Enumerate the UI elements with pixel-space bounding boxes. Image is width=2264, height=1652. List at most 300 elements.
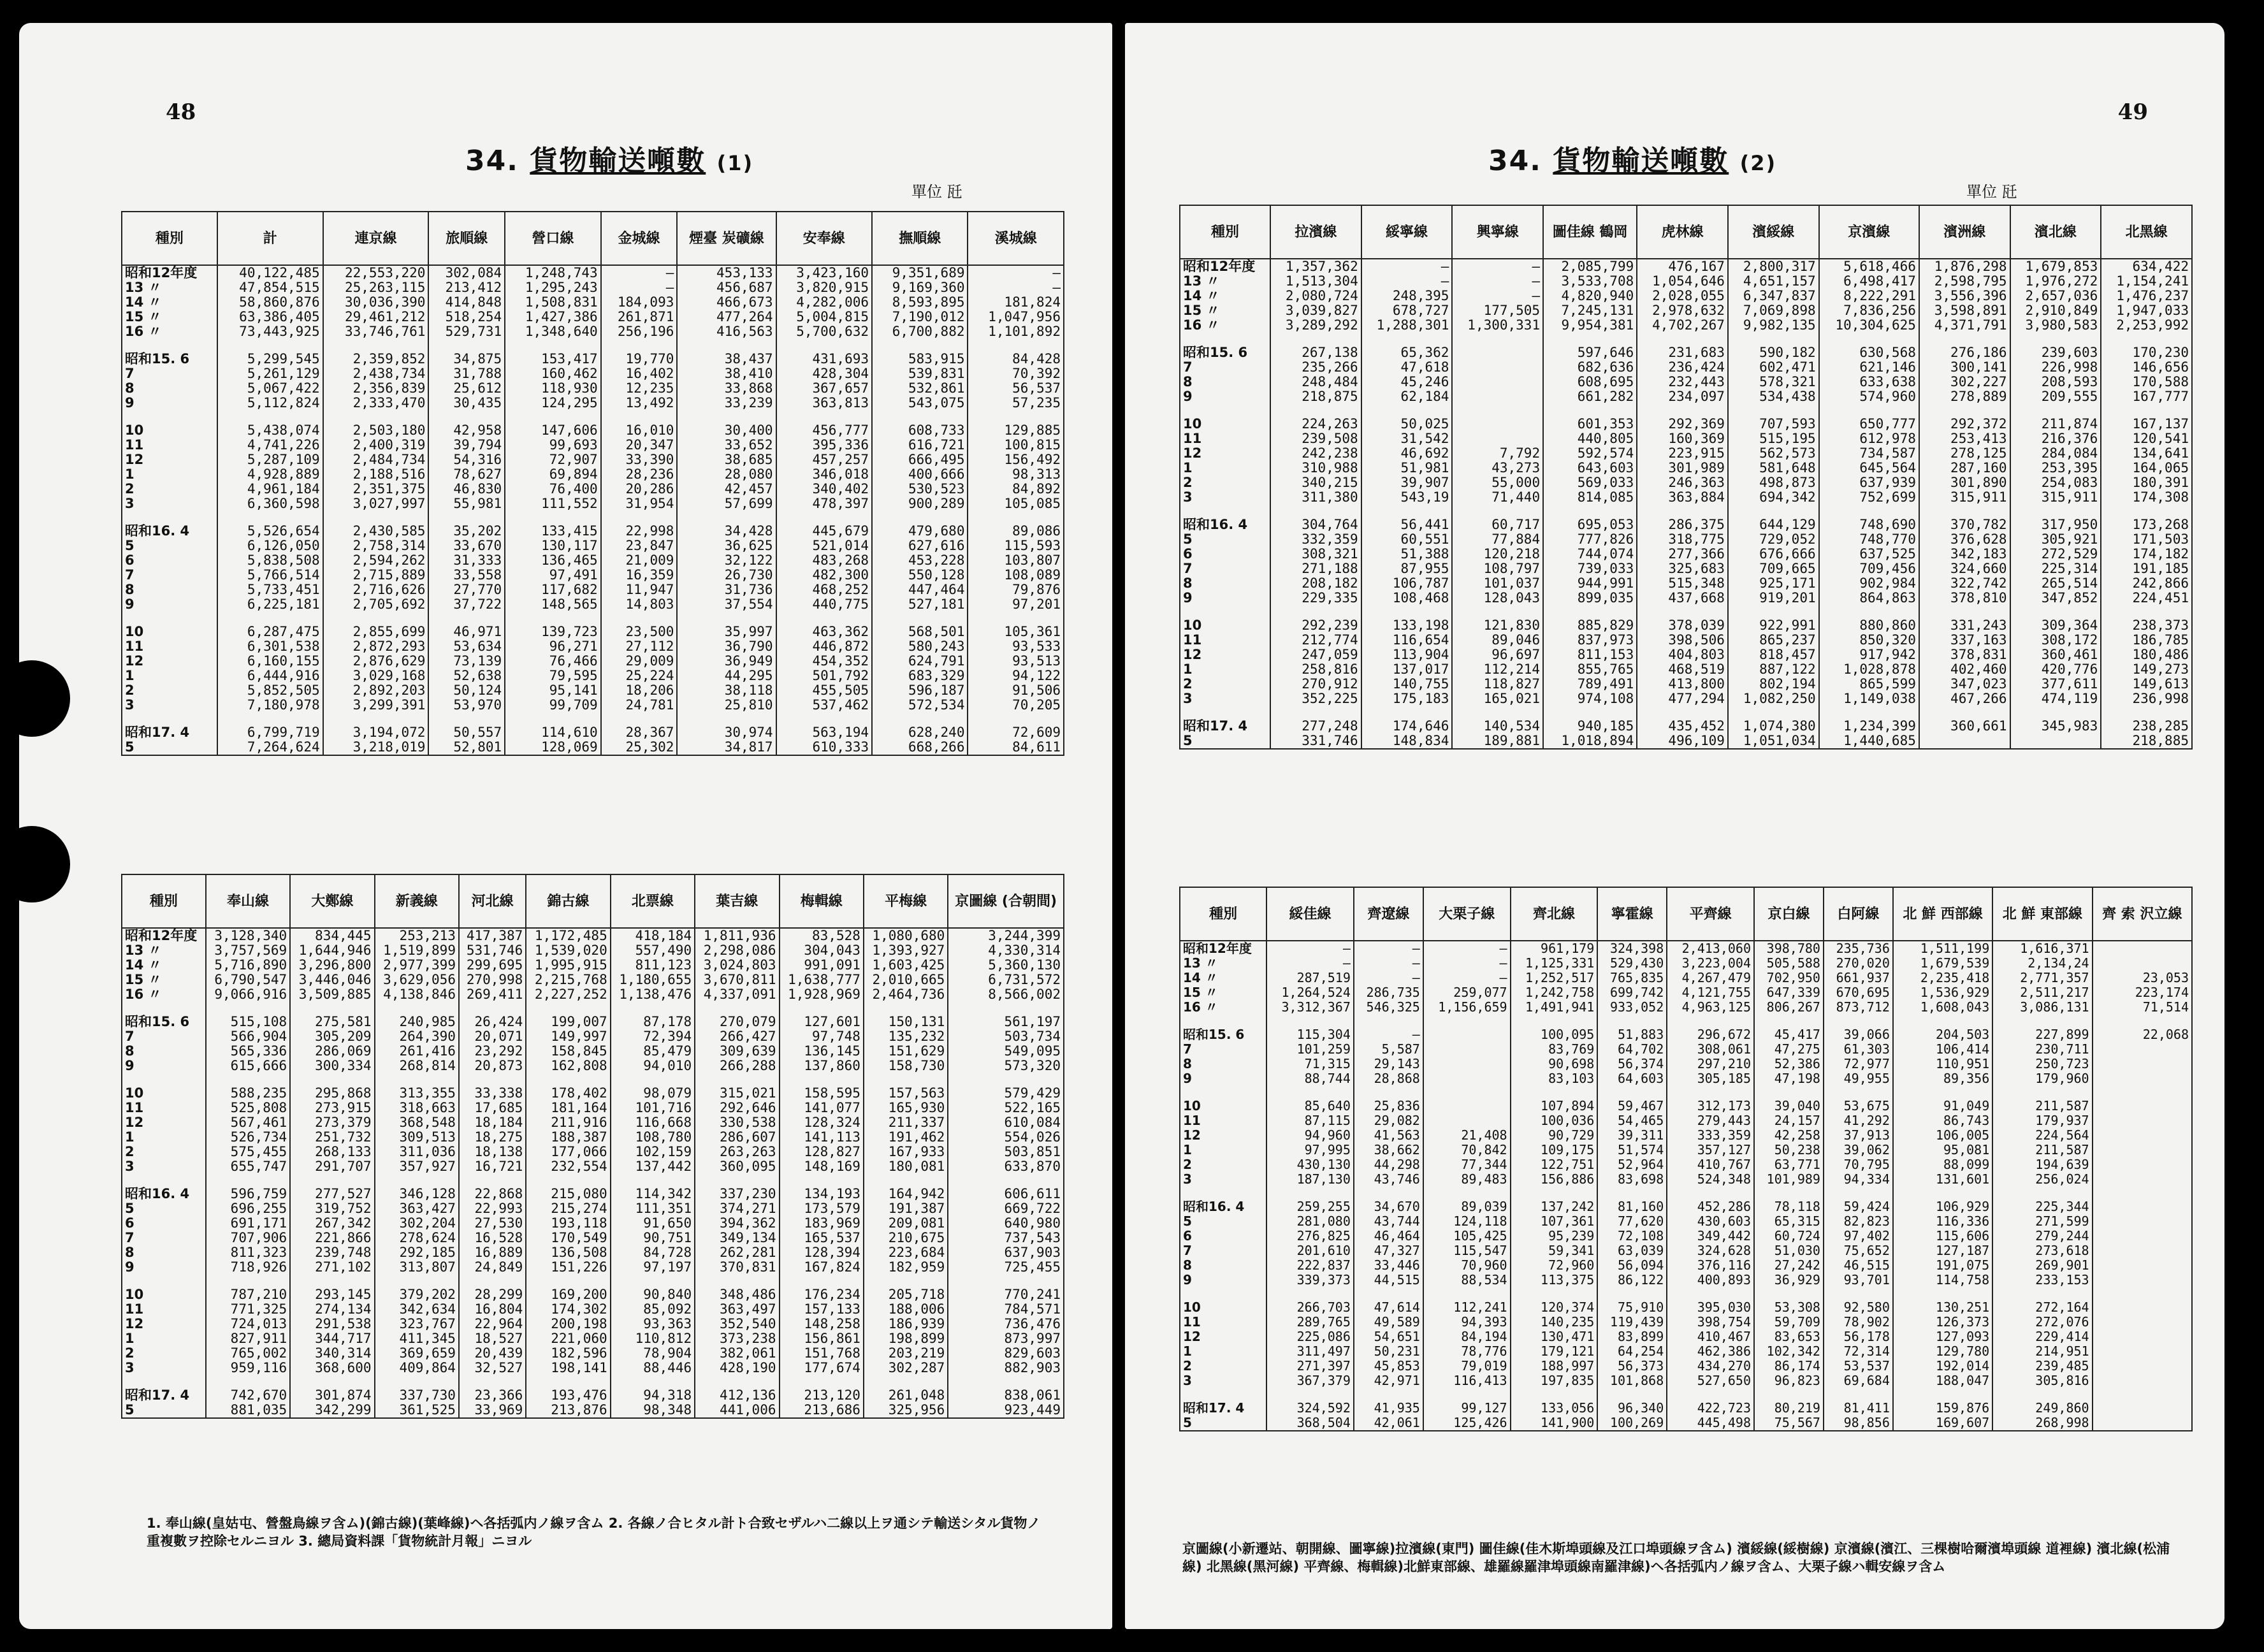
table-row [122,310,1064,324]
table-cell: 34,817 [677,740,776,755]
table-cell: 79,876 [968,583,1064,597]
table-row [122,1015,1064,1029]
table-cell: 242,866 [2101,576,2192,591]
table-cell: 3,289,292 [1270,318,1361,333]
table-cell: 93,513 [968,654,1064,669]
table-cell: 873,712 [1824,1000,1893,1015]
table-cell: 2,657,036 [2010,289,2101,303]
table-cell: 318,775 [1637,532,1728,547]
table-cell: 317,950 [2010,518,2101,532]
table-cell: 148,565 [505,597,600,612]
row-label: 2 [122,482,217,496]
table-cell: 78,904 [611,1346,695,1361]
table-cell: 129,885 [968,423,1064,438]
table-cell: 286,069 [290,1044,374,1059]
table-cell: 3,423,160 [776,265,872,280]
row-label: 15 〃 [122,310,217,324]
table-cell: 169,607 [1893,1416,1992,1431]
table-cell: 253,213 [375,928,459,943]
table-cell [1452,345,1543,360]
table-cell: 204,503 [1893,1027,1992,1042]
table-cell: 108,780 [611,1130,695,1145]
table-cell: 305,185 [1667,1071,1754,1086]
table-cell: 382,061 [695,1346,779,1361]
table-cell: 72,394 [611,1029,695,1044]
table-cell: 46,464 [1354,1229,1423,1243]
table-cell: 463,362 [776,625,872,639]
table-cell: 678,727 [1361,303,1453,318]
table-cell: 41,935 [1354,1401,1423,1416]
table-row [1180,1330,2192,1344]
table-cell: 300,141 [1919,360,2010,375]
table-cell: — [1354,956,1423,971]
table-cell: 670,695 [1824,985,1893,1000]
table-cell: 2,910,849 [2010,303,2101,318]
table-row [122,1302,1064,1317]
table-cell: 180,486 [2101,648,2192,662]
table-cell: 28,080 [677,467,776,482]
table-row [122,568,1064,583]
table-cell: 2,978,632 [1637,303,1728,318]
table-cell: 173,268 [2101,518,2192,532]
table-cell: 11,947 [601,583,678,597]
table-cell: 304,764 [1270,518,1361,532]
table-cell: 59,467 [1597,1099,1667,1113]
table-cell: 305,209 [290,1029,374,1044]
column-header: 新義線 [375,874,459,928]
table-cell: 1,234,399 [1819,719,1919,734]
table-cell: 474,119 [2010,692,2101,706]
table-cell: 709,456 [1819,562,1919,576]
table-cell: 170,588 [2101,375,2192,389]
table-cell: 125,426 [1423,1416,1511,1431]
row-label: 7 [1180,360,1270,375]
table-row [1180,1214,2192,1229]
table-row [1180,547,2192,562]
table-cell: 50,238 [1754,1143,1824,1157]
table-cell: 277,248 [1270,719,1361,734]
table-cell: 430,130 [1266,1157,1354,1172]
table-cell [2093,1315,2192,1330]
table-cell [2093,956,2192,971]
table-cell [2093,1099,2192,1113]
row-label: 11 [122,1101,206,1115]
table-cell: 188,997 [1511,1359,1598,1373]
table-cell: 76,466 [505,654,600,669]
footnote: 京圖線(小新遷站、朝開線、圖寧線)拉濱線(東門) 圖佳線(佳木斯埠頭線及江口埠頭線ヲ含ム) 濱綏線(綏樹線) 京濱線(濱江、三棵樹哈爾濱埠頭線 道裡線) 濱北線(松浦線) 北黑線(黑河線) 平齊線、梅輯線)北鮮東部線、雄羅線羅津埠頭線南羅津線)ヘ各括弧内ノ線ヲ含ム、大栗子線ハ輯安線ヲ含ム [1182,1541,2170,1574]
table-cell: 2,400,319 [323,438,429,453]
table-cell: 12,235 [601,381,678,396]
table-cell: 25,224 [601,669,678,683]
table-cell: 273,915 [290,1101,374,1115]
table-cell: 4,371,791 [1919,318,2010,333]
table-cell: 332,359 [1270,532,1361,547]
table-cell: 378,831 [1919,648,2010,662]
table-cell: 5,261,129 [217,366,323,381]
table-cell [2093,1128,2192,1143]
table-row [1180,1273,2192,1287]
table-cell: 16,402 [601,366,678,381]
table-cell: 534,438 [1728,389,1819,404]
table-cell: 2,235,418 [1893,971,1992,985]
table-cell: 1,638,777 [780,973,864,987]
row-label: 昭和12年度 [1180,941,1266,956]
table-cell: 25,612 [428,381,505,396]
table-row [1180,274,2192,289]
table-cell: 940,185 [1543,719,1637,734]
table-cell: 27,770 [428,583,505,597]
table-cell: 2,215,768 [526,973,610,987]
table-cell: 503,851 [948,1145,1064,1159]
table-cell: — [1452,274,1543,289]
table-cell: 748,690 [1819,518,1919,532]
table-cell: 5,587 [1354,1042,1423,1057]
table-cell: 223,915 [1637,446,1728,461]
table-cell: 177,674 [780,1361,864,1375]
column-header: 北黑線 [2101,205,2192,259]
table-cell: 752,699 [1819,490,1919,505]
table-cell: 2,594,262 [323,553,429,568]
table-cell: 633,638 [1819,375,1919,389]
table-cell: 610,084 [948,1115,1064,1130]
table-cell: 208,182 [1270,576,1361,591]
table-cell: 182,596 [526,1346,610,1361]
table-cell: 188,047 [1893,1373,1992,1388]
table-cell: 503,734 [948,1029,1064,1044]
table-cell: 4,963,125 [1667,1000,1754,1015]
table-cell [2093,1401,2192,1416]
table-cell: 1,608,043 [1893,1000,1992,1015]
table-cell: 211,587 [1992,1143,2092,1157]
table-cell: 75,567 [1754,1416,1824,1431]
table-cell: 363,813 [776,396,872,410]
table-cell: 83,769 [1511,1042,1598,1057]
table-cell: 209,081 [864,1216,948,1231]
table-cell: 9,954,381 [1543,318,1637,333]
table-cell: 411,345 [375,1331,459,1346]
table-cell: 496,109 [1637,734,1728,749]
table-cell: 224,263 [1270,417,1361,431]
table-cell: 279,244 [1992,1229,2092,1243]
table-cell: 532,861 [872,381,968,396]
table-cell: 114,758 [1893,1273,1992,1287]
table-cell: 105,085 [968,496,1064,511]
table-cell: 590,182 [1728,345,1819,360]
binding-hole [19,826,70,902]
table-cell: 135,232 [864,1029,948,1044]
column-header: 旅順線 [428,212,505,265]
table-cell: 1,393,927 [864,943,948,958]
table-cell: 524,348 [1667,1172,1754,1187]
table-cell: 22,964 [459,1317,526,1331]
table-cell: 273,379 [290,1115,374,1130]
table-cell: 725,455 [948,1260,1064,1275]
table-cell: 286,375 [1637,518,1728,532]
table-cell: 180,391 [2101,475,2192,490]
table-cell: 302,084 [428,265,505,280]
table-cell: 91,650 [611,1216,695,1231]
table-cell: 543,075 [872,396,968,410]
table-row [122,1059,1064,1073]
table-row [1180,1416,2192,1431]
table-cell: 272,076 [1992,1315,2092,1330]
table-cell: 337,163 [1919,633,2010,648]
table-cell: 78,776 [1423,1344,1511,1359]
row-label: 8 [122,583,217,597]
table-cell: 184,093 [601,295,678,310]
table-cell: 1,679,539 [1893,956,1992,971]
table-cell: — [1423,971,1511,985]
row-label: 1 [122,669,217,683]
row-label: 1 [122,1130,206,1145]
table-cell: 213,686 [780,1403,864,1418]
table-row [1180,303,2192,318]
row-label: 9 [1180,1071,1266,1086]
table-cell: 445,498 [1667,1416,1754,1431]
table-row [1180,648,2192,662]
table-cell: 342,634 [375,1302,459,1317]
table-row [1180,1344,2192,1359]
table-cell [2093,1143,2192,1157]
table-cell: 398,754 [1667,1315,1754,1330]
table-cell: 69,894 [505,467,600,482]
table-cell: 370,782 [1919,518,2010,532]
table-cell: 410,467 [1667,1330,1754,1344]
table-cell: 2,705,692 [323,597,429,612]
table-cell: 2,598,795 [1919,274,2010,289]
table-row [1180,1229,2192,1243]
table-cell: 2,800,317 [1728,259,1819,274]
table-cell: 45,417 [1754,1027,1824,1042]
table-cell: 89,356 [1893,1071,1992,1086]
row-label: 5 [122,740,217,755]
table-cell: 1,508,831 [505,295,600,310]
table-row [1180,1000,2192,1015]
table-cell: 1,154,241 [2101,274,2192,289]
table-cell: 105,425 [1423,1229,1511,1243]
table-cell: 529,731 [428,324,505,339]
table-cell: 34,428 [677,524,776,539]
table-cell: 52,386 [1754,1057,1824,1071]
table-cell: 149,273 [2101,662,2192,677]
table-cell: 865,599 [1819,677,1919,692]
table-cell: 16,528 [459,1231,526,1245]
table-cell: 3,757,569 [206,943,290,958]
table-cell: 477,264 [677,310,776,324]
table-cell: 34,670 [1354,1199,1423,1214]
table-cell: 130,251 [1893,1300,1992,1315]
table-row [1180,1157,2192,1172]
table-cell: 6,498,417 [1819,274,1919,289]
table-cell: 310,988 [1270,461,1361,475]
table-row [122,524,1064,539]
table-cell [2093,1214,2192,1229]
table-cell: 363,497 [695,1302,779,1317]
table-row [1180,318,2192,333]
table-cell: 573,320 [948,1059,1064,1073]
table-cell: 349,442 [1667,1229,1754,1243]
row-label: 昭和12年度 [1180,259,1270,274]
table-cell: 25,263,115 [323,280,429,295]
table-cell: 149,997 [526,1029,610,1044]
table-cell: 5,852,505 [217,683,323,698]
table-cell: 99,709 [505,698,600,713]
table-cell: 186,939 [864,1317,948,1331]
table-cell: 468,519 [1637,662,1728,677]
row-label: 16 〃 [122,987,206,1002]
table-cell: 42,258 [1754,1128,1824,1143]
table-cell: 70,392 [968,366,1064,381]
table-cell: 229,335 [1270,591,1361,605]
table-cell: 16,359 [601,568,678,583]
table-cell: 30,435 [428,396,505,410]
table-cell: 311,036 [375,1145,459,1159]
table-cell: 106,414 [1893,1042,1992,1057]
table-cell: 111,552 [505,496,600,511]
table-cell: 47,327 [1354,1243,1423,1258]
table-cell: 89,046 [1452,633,1543,648]
table-cell: 441,006 [695,1403,779,1418]
table-cell: 748,770 [1819,532,1919,547]
table-cell: 765,002 [206,1346,290,1361]
table-cell: 38,662 [1354,1143,1423,1157]
table-row [1180,532,2192,547]
table-cell: 367,379 [1266,1373,1354,1388]
table-cell: 414,848 [428,295,505,310]
table-cell: 309,364 [2010,618,2101,633]
table-cell: 236,998 [2101,692,2192,706]
table-row [122,295,1064,310]
table-cell: 233,153 [1992,1273,2092,1287]
table-cell: 158,595 [780,1086,864,1101]
row-label: 12 [122,1115,206,1130]
table-row [1180,692,2192,706]
table-cell: 368,504 [1266,1416,1354,1431]
table-cell: 160,369 [1637,431,1728,446]
table-row [122,973,1064,987]
table-cell: 45,853 [1354,1359,1423,1373]
table-cell: 395,336 [776,438,872,453]
table-cell: 171,503 [2101,532,2192,547]
row-label: 昭和12年度 [122,265,217,280]
column-header: 京白線 [1754,887,1824,941]
table-cell: 85,479 [611,1044,695,1059]
table-cell: 33,446 [1354,1258,1423,1273]
table-cell: 116,413 [1423,1373,1511,1388]
table-cell: 157,563 [864,1086,948,1101]
table-cell: 5,112,824 [217,396,323,410]
table-cell: 887,122 [1728,662,1819,677]
table-cell: 108,089 [968,568,1064,583]
table-cell: 7,836,256 [1819,303,1919,318]
table-cell: 28,868 [1354,1071,1423,1086]
table-cell: 31,954 [601,496,678,511]
row-label: 15 〃 [1180,985,1266,1000]
table-cell: 54,651 [1354,1330,1423,1344]
table-cell: 31,736 [677,583,776,597]
table-cell: 2,085,799 [1543,259,1637,274]
table-cell: 301,874 [290,1388,374,1403]
table-cell: 696,255 [206,1201,290,1216]
table-cell [2093,1172,2192,1187]
table-cell: 2,351,375 [323,482,429,496]
table-row [122,381,1064,396]
table-cell: 266,703 [1266,1300,1354,1315]
table-cell: 505,588 [1754,956,1824,971]
table-cell: 165,537 [780,1231,864,1245]
table-cell: 961,179 [1511,941,1598,956]
table-cell: 24,781 [601,698,678,713]
unit-label: 單位 瓩 [911,183,962,201]
row-label: 2 [1180,1157,1266,1172]
table-cell: 86,122 [1597,1273,1667,1287]
table-cell: 412,136 [695,1388,779,1403]
table-cell: 69,684 [1824,1373,1893,1388]
table-cell: 2,855,699 [323,625,429,639]
row-label: 14 〃 [122,958,206,973]
table-cell: 270,998 [459,973,526,987]
row-label: 3 [1180,1172,1266,1187]
table-cell: 18,275 [459,1130,526,1145]
table-cell: 596,187 [872,683,968,698]
table-cell: 297,210 [1667,1057,1754,1071]
row-label: 11 [122,639,217,654]
table-cell: 456,777 [776,423,872,438]
table-cell: 98,348 [611,1403,695,1418]
table-cell: 180,081 [864,1159,948,1174]
table-cell: 409,864 [375,1361,459,1375]
table-cell: 1,101,892 [968,324,1064,339]
table-cell: 116,654 [1361,633,1453,648]
table-cell: 126,373 [1893,1315,1992,1330]
table-cell [2093,1258,2192,1273]
table-cell: 537,462 [776,698,872,713]
table-row [1180,1042,2192,1057]
table-cell: 137,242 [1511,1199,1598,1214]
table-cell: 110,951 [1893,1057,1992,1071]
table-row [122,324,1064,339]
column-header: 圖佳線 鶴岡 [1543,205,1637,259]
table-cell: 313,807 [375,1260,459,1275]
table-cell: 276,186 [1919,345,2010,360]
table-row [122,1245,1064,1260]
table-cell: 231,683 [1637,345,1728,360]
table-cell: 4,330,314 [948,943,1064,958]
table-cell: 262,281 [695,1245,779,1260]
table-cell: 62,184 [1361,389,1453,404]
table-cell: 107,894 [1511,1099,1598,1113]
table-cell: 78,118 [1754,1199,1824,1214]
row-label: 2 [122,683,217,698]
table-cell: 566,904 [206,1029,290,1044]
table-cell: 72,108 [1597,1229,1667,1243]
table-cell: 31,333 [428,553,505,568]
table-cell: 42,061 [1354,1416,1423,1431]
table-cell: 1,427,386 [505,310,600,324]
table-cell: 644,129 [1728,518,1819,532]
table-cell: 53,308 [1754,1300,1824,1315]
row-label: 昭和16. 4 [122,1187,206,1201]
table-cell: 454,352 [776,654,872,669]
table-cell: 141,077 [780,1101,864,1115]
table-cell: 864,863 [1819,591,1919,605]
table-cell: 400,666 [872,467,968,482]
table-cell: 258,816 [1270,662,1361,677]
row-label: 8 [122,1044,206,1059]
table-cell: 33,969 [459,1403,526,1418]
table-cell: 47,198 [1754,1071,1824,1086]
table-row [122,352,1064,366]
